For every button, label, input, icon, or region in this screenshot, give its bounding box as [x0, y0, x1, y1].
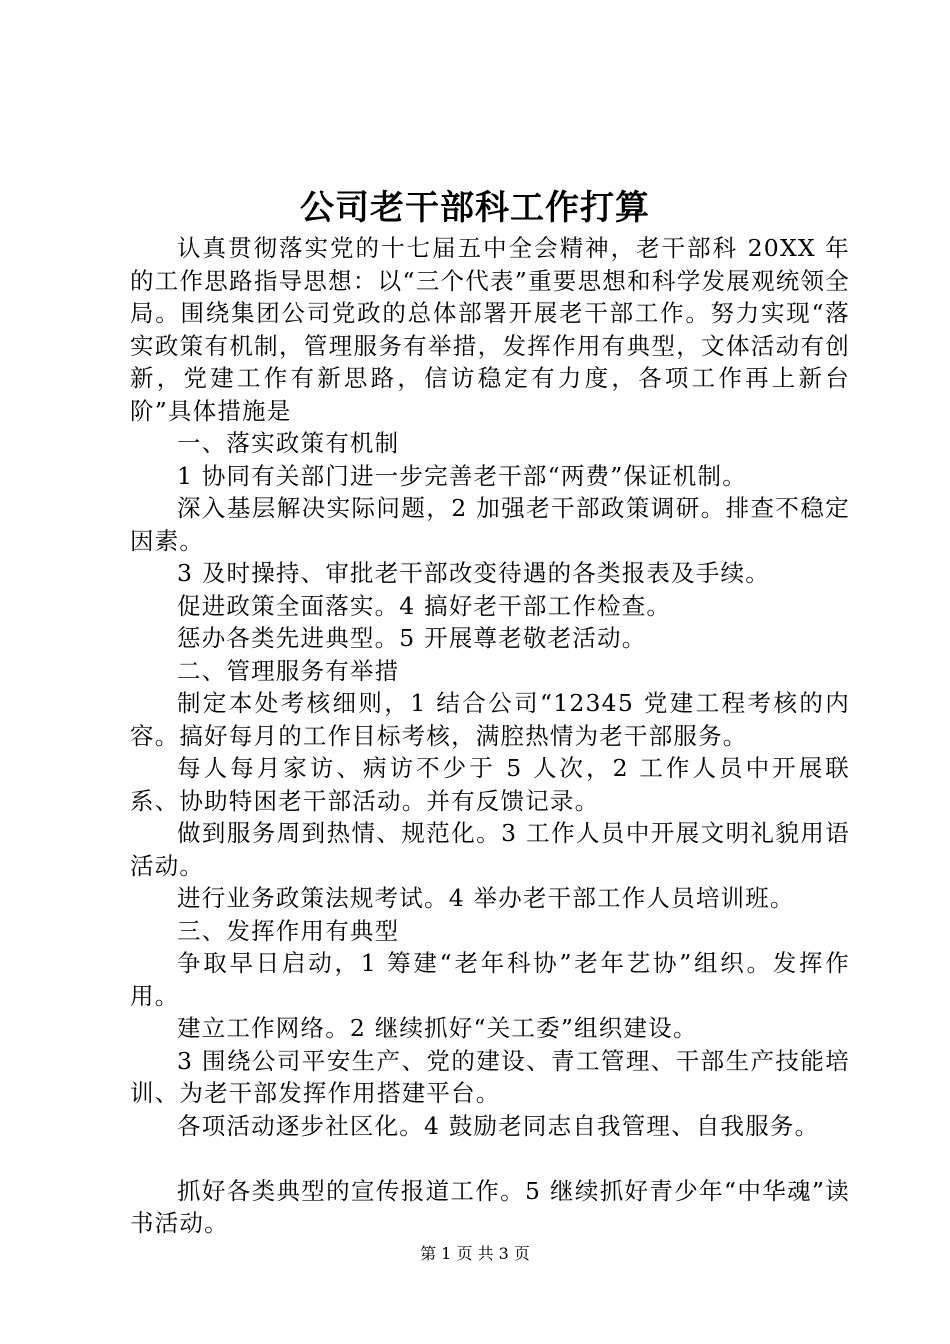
section-heading-2: 二、管理服务有举措	[177, 656, 400, 685]
paragraph-1-2: 深入基层解决实际问题，2 加强老干部政策调研。排查不稳定因素。	[130, 494, 850, 555]
paragraph-3-4: 各项活动逐步社区化。4 鼓励老同志自我管理、自我服务。	[177, 1111, 820, 1140]
section-heading-3: 三、发挥作用有典型	[177, 916, 400, 945]
paragraph-2-3: 做到服务周到热情、规范化。3 工作人员中开展文明礼貌用语活动。	[130, 819, 850, 880]
blank-line	[130, 1142, 850, 1175]
paragraph-1-4: 促进政策全面落实。4 搞好老干部工作检查。	[177, 591, 672, 620]
paragraph-1-5: 惩办各类先进典型。5 开展尊老敬老活动。	[177, 624, 647, 652]
document-title: 公司老干部科工作打算	[300, 188, 650, 228]
paragraph-3-5: 抓好各类典型的宣传报道工作。5 继续抓好青少年“中华魂”读书活动。	[130, 1176, 850, 1237]
paragraph-2-2: 每人每月家访、病访不少于 5 人次，2 工作人员中开展联系、协助特困老干部活动。并有反馈记录。	[130, 754, 850, 815]
section-heading-1: 一、落实政策有机制	[177, 429, 400, 457]
document-body	[130, 232, 850, 1240]
paragraph-3-1: 争取早日启动，1 筹建“老年科协”老年艺协”组织。发挥作用。	[130, 949, 850, 1010]
paragraph-3-2: 建立工作网络。2 继续抓好“关工委”组织建设。	[177, 1014, 698, 1042]
paragraph-1-3: 3 及时操持、审批老干部改变待遇的各类报表及手续。	[177, 559, 770, 587]
paragraph-2-4: 进行业务政策法规考试。4 举办老干部工作人员培训班。	[177, 884, 795, 912]
paragraph-3-3: 3 围绕公司平安生产、党的建设、青工管理、干部生产技能培训、为老干部发挥作用搭建平台。	[130, 1046, 850, 1107]
paragraph-1-1: 1 协同有关部门进一步完善老干部“两费”保证机制。	[177, 461, 747, 490]
paragraph-2-1: 制定本处考核细则，1 结合公司“12345 党建工程考核的内容。搞好每月的工作目标考核，满腔热情为老干部服务。	[130, 689, 850, 750]
page-footer: 第 1 页 共 3 页	[420, 1244, 530, 1263]
intro-paragraph: 认真贯彻落实党的十七届五中全会精神，老干部科 20XX 年的工作思路指导思想：以“三个代表”重要思想和科学发展观统领全局。围绕集团公司党政的总体部署开展老干部工作。努力实现“落实政策有机制，管理服务有举措，发挥作用有典型，文体活动有创新，党建工作有新思路，信访稳定有力度，各项工作再上新台阶”具体措施是	[130, 234, 850, 425]
